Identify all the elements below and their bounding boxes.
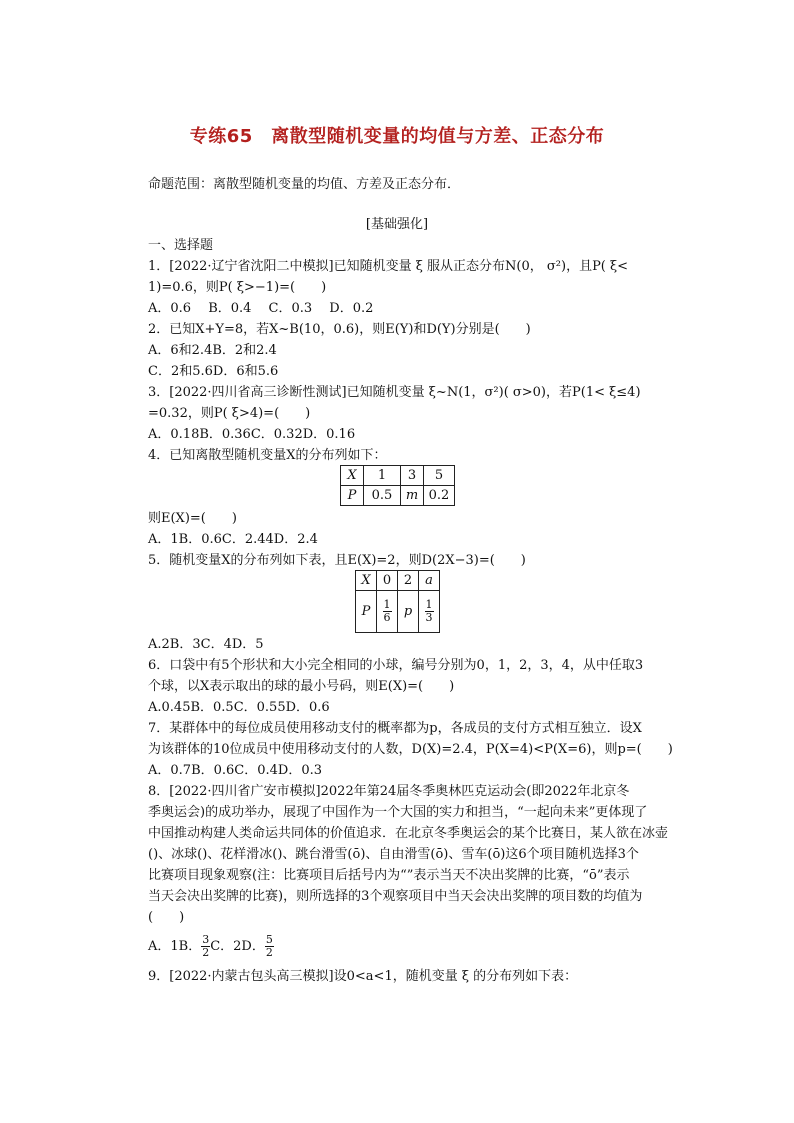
q5-options: A.2B．3C．4D．5 <box>148 637 264 652</box>
q4-cell: 1 <box>364 466 401 486</box>
q1-options: A．0.6 B．0.4 C．0.3 D．0.2 <box>148 301 374 316</box>
q9-line1: 9．[2022·内蒙古包头高三模拟]设0<a<1，随机变量 ξ 的分布列如下表： <box>148 969 578 984</box>
q4-cell: 3 <box>401 466 424 486</box>
q8-line3: 中国推动构建人类命运共同体的价值追求．在北京冬季奥运会的某个比赛日，某人欲在冰壶 <box>148 826 669 841</box>
q3-line2: =0.32，则P( ξ>4)=( ) <box>148 406 311 421</box>
fraction <box>201 934 210 959</box>
q5-distribution-table <box>355 570 440 633</box>
q3-options: A．0.18B．0.36C．0.32D．0.16 <box>148 427 356 442</box>
q8-line4: ()、冰球()、花样滑冰()、跳台滑雪(ō)、自由滑雪(ō)、雪车(ō)这6个项目随机选择3个 <box>148 847 639 862</box>
q8-line2: 季奥运会)的成功举办，展现了中国作为一个大国的实力和担当，“一起向未来”更体现了 <box>148 805 648 820</box>
q4-distribution-table <box>340 465 455 506</box>
page-title: 专练65 离散型随机变量的均值与方差、正态分布 <box>189 126 605 147</box>
q5-cell-x-label: X <box>356 571 377 591</box>
q4-cell: m <box>401 486 424 506</box>
fraction-denominator: 3 <box>425 611 433 624</box>
fraction <box>383 599 392 624</box>
section-heading: [基础强化] <box>365 217 429 232</box>
q2-line1: 2．已知X+Y=8，若X~B(10，0.6)，则E(Y)和D(Y)分别是( ) <box>148 322 531 337</box>
q8-line5: 比赛项目现象观察(注：比赛项目后括号内为“”表示当天不决出奖牌的比赛，“ō”表示 <box>148 868 630 883</box>
q8-option-c-d: C．2D． <box>210 939 265 954</box>
q5-cell: 0 <box>377 571 398 591</box>
q4-cell: 5 <box>424 466 455 486</box>
q6-options: A.0.45B．0.5C．0.55D．0.6 <box>148 700 330 715</box>
q8-line7: ( ) <box>148 910 185 925</box>
q4-cell: 0.2 <box>424 486 455 506</box>
q7-line1: 7．某群体中的每位成员使用移动支付的概率都为p，各成员的支付方式相互独立．设X <box>148 721 642 736</box>
q4-cell-x-label: X <box>341 466 364 486</box>
q7-line2: 为该群体的10位成员中使用移动支付的人数，D(X)=2.4，P(X=4)<P(X=6)，则p=( ) <box>148 742 673 757</box>
q5-line1: 5．随机变量X的分布列如下表，且E(X)=2，则D(2X−3)=( ) <box>148 553 526 568</box>
fraction-denominator: 6 <box>383 611 391 624</box>
q5-cell-p-label: P <box>356 591 377 633</box>
q6-line2: 个球，以X表示取出的球的最小号码，则E(X)=( ) <box>148 679 455 694</box>
q1-line2: 1)=0.6，则P( ξ>−1)=( ) <box>148 280 327 295</box>
part-heading: 一、选择题 <box>148 238 214 253</box>
q8-option-a-b: A．1B． <box>148 939 202 954</box>
q5-cell-fraction <box>419 591 440 633</box>
q4-options: A．1B．0.6C．2.44D．2.4 <box>148 532 318 547</box>
q7-options: A．0.7B．0.6C．0.4D．0.3 <box>148 763 323 778</box>
q4-cell: 0.5 <box>364 486 401 506</box>
q8-options <box>148 934 274 960</box>
fraction-numerator: 1 <box>383 598 391 611</box>
q5-cell: a <box>419 571 440 591</box>
fraction-numerator: 1 <box>425 598 433 611</box>
fraction-denominator: 2 <box>202 946 210 959</box>
q8-line6: 当天会决出奖牌的比赛)，则所选择的3个观察项目中当天会决出奖牌的项目数的均值为 <box>148 889 643 904</box>
q3-line1: 3．[2022·四川省高三诊断性测试]已知随机变量 ξ~N(1，σ²)( σ>0)，若P(1< ξ≤4) <box>148 385 641 400</box>
q5-cell-fraction <box>377 591 398 633</box>
fraction-numerator: 5 <box>265 933 273 946</box>
q6-line1: 6．口袋中有5个形状和大小完全相同的小球，编号分别为0，1，2，3，4，从中任取3 <box>148 658 644 673</box>
fraction <box>425 599 434 624</box>
q5-cell: p <box>398 591 419 633</box>
q5-cell: 2 <box>398 571 419 591</box>
q1-line1: 1．[2022·辽宁省沈阳二中模拟]已知随机变量 ξ 服从正态分布N(0， σ²)，且P( ξ< <box>148 259 629 274</box>
q2-options-2: C．2和5.6D．6和5.6 <box>148 364 279 379</box>
q8-line1: 8．[2022·四川省广安市模拟]2022年第24届冬季奥林匹克运动会(即2022年北京冬 <box>148 784 630 799</box>
scope-text: 命题范围：离散型随机变量的均值、方差及正态分布． <box>148 177 461 192</box>
q4-cell-p-label: P <box>341 486 364 506</box>
q4-line2: 则E(X)=( ) <box>148 511 237 526</box>
q4-line1: 4．已知离散型随机变量X的分布列如下： <box>148 448 387 463</box>
q2-options-1: A．6和2.4B．2和2.4 <box>148 343 277 358</box>
fraction-denominator: 2 <box>265 946 273 959</box>
fraction-numerator: 3 <box>202 933 210 946</box>
fraction <box>265 934 274 959</box>
